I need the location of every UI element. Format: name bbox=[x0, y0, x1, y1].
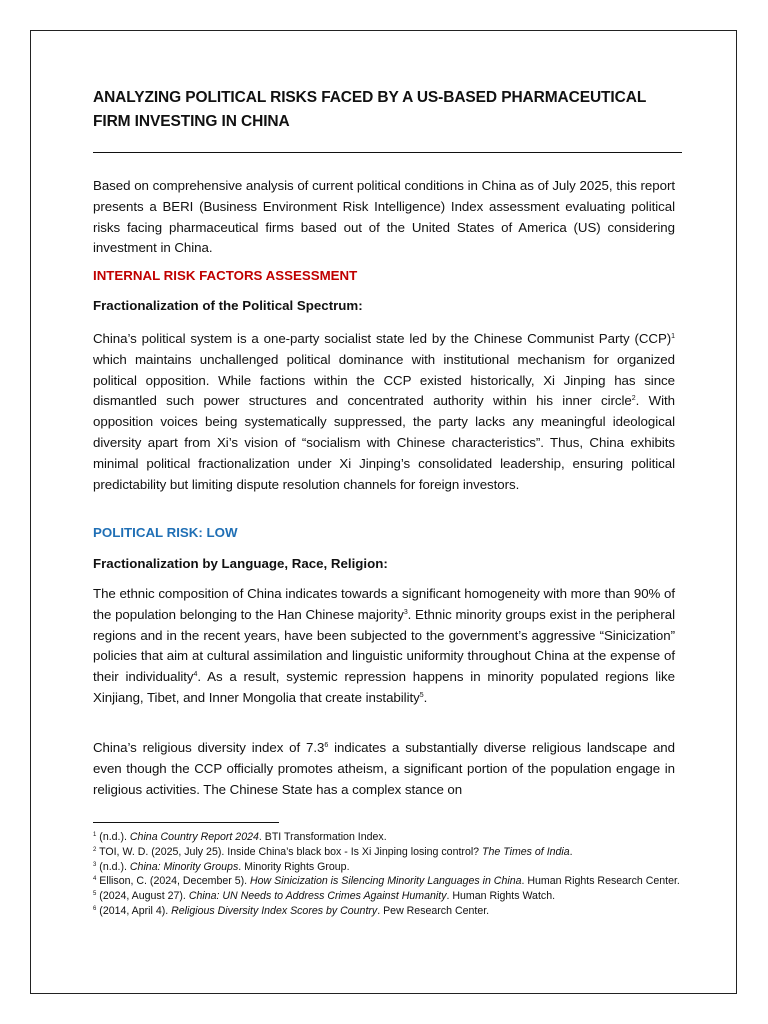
footnote-text: . Pew Research Center. bbox=[377, 904, 490, 917]
text-span: . bbox=[423, 689, 428, 705]
footnote-number: 5 bbox=[93, 891, 97, 898]
footnote-title: How Sinicization is Silencing Minority Languages in China bbox=[250, 875, 522, 888]
intro-block bbox=[93, 176, 675, 259]
text-span: The ethnic composition of China indicates towards a significant homogeneity with more than 90% of the population belonging to the Han Chinese majority bbox=[93, 586, 675, 622]
footnote-number: 6 bbox=[93, 905, 97, 912]
footnotes bbox=[93, 830, 685, 919]
text-span: China’s religious diversity index of 7.3 bbox=[93, 740, 325, 755]
footnote-ref: 3 bbox=[403, 608, 408, 616]
subsection-title: Fractionalization by Language, Race, Religion: bbox=[93, 556, 388, 571]
footnote-text: TOI, W. D. (2025, July 25). Inside China’s black box - Is Xi Jinping losing control? bbox=[96, 845, 483, 858]
section-heading bbox=[93, 266, 675, 286]
footnote-title: Religious Diversity Index Scores by Country bbox=[171, 904, 378, 917]
title-divider bbox=[93, 152, 682, 153]
footnote-text: . Minority Rights Group. bbox=[238, 860, 350, 873]
text-span: indicates a substantially diverse religious landscape and even though the CCP officially promotes atheism, a significant portion of the population engage in religious activities. The Chinese State has a complex stance on bbox=[93, 740, 675, 797]
subsection-title: Fractionalization of the Political Spectrum: bbox=[93, 298, 363, 313]
political-spectrum-paragraph bbox=[93, 329, 675, 495]
footnote-text: Ellison, C. (2024, December 5). bbox=[96, 875, 251, 888]
footnote-title: China Country Report 2024 bbox=[129, 831, 259, 843]
political-spectrum-body bbox=[93, 329, 675, 495]
footnote-text: . bbox=[569, 845, 573, 858]
footnote-item bbox=[93, 860, 685, 875]
ethnic-composition-body bbox=[93, 584, 675, 709]
footnote-ref: 2 bbox=[631, 395, 636, 403]
footnote-item bbox=[93, 904, 685, 919]
risk-level-block bbox=[93, 523, 675, 543]
footnote-item bbox=[93, 845, 685, 860]
text-span: which maintains unchallenged political dominance with institutional mechanism for organized political opposition. While factions within the CCP existed historically, Xi Jinping has since dismantled such power structures and concentrated authority within his inner circle bbox=[93, 351, 675, 409]
footnote-ref: 1 bbox=[671, 333, 675, 340]
footnote-text: (n.d.). bbox=[96, 831, 130, 843]
footnote-text: (2024, August 27). bbox=[96, 890, 189, 903]
footnote-text: . BTI Transformation Index. bbox=[258, 831, 387, 843]
political-risk-label: POLITICAL RISK: LOW bbox=[93, 525, 238, 540]
footnote-title: China: Minority Groups bbox=[129, 860, 239, 873]
footnote-item bbox=[93, 830, 685, 845]
footnote-item bbox=[93, 889, 685, 904]
footnote-number: 2 bbox=[93, 846, 97, 853]
text-span: . As a result, systemic repression happens in minority populated regions like Xinjiang, Tibet, and Inner Mongolia that create instability bbox=[93, 669, 675, 705]
ethnic-paragraph bbox=[93, 584, 675, 709]
text-span: China’s political system is a one-party socialist state led by the Chinese Communist Party (CCP) bbox=[93, 331, 672, 346]
footnote-number: 1 bbox=[93, 832, 97, 838]
footnote-ref: 5 bbox=[419, 691, 424, 699]
footnote-item bbox=[93, 874, 685, 889]
text-span: . With opposition voices being systematically suppressed, the party lacks any meaningful ideological diversity apart from Xi’s vision of “socialism with Chinese characteristics”. Thus, China exhibits minimal political fractionalization under Xi Jinping’s consolidated leadership, ensuring political predictability but limiting dispute resolution channels for foreign investors. bbox=[93, 393, 675, 492]
footnote-text: (2014, April 4). bbox=[96, 904, 172, 917]
footnote-ref: 4 bbox=[193, 671, 198, 679]
footnote-title: The Times of India bbox=[482, 845, 570, 858]
footnote-text: . Human Rights Watch. bbox=[446, 890, 556, 903]
footnote-number: 4 bbox=[93, 876, 97, 883]
footnote-title: China: UN Needs to Address Crimes Against Humanity bbox=[188, 890, 447, 903]
footnote-divider bbox=[93, 822, 279, 823]
subsection-language bbox=[93, 554, 675, 574]
religious-diversity-body bbox=[93, 738, 675, 800]
document-title: ANALYZING POLITICAL RISKS FACED BY A US-BASED PHARMACEUTICAL FIRM INVESTING IN CHINA bbox=[93, 89, 646, 130]
footnote-text: (n.d.). bbox=[96, 860, 130, 873]
intro-paragraph: Based on comprehensive analysis of current political conditions in China as of July 2025, this report presents a BERI (Business Environment Risk Intelligence) Index assessment evaluating political risks facing pharmaceutical firms based out of the United States of America (US) considering investment in China. bbox=[93, 178, 675, 256]
footnote-number: 3 bbox=[93, 861, 97, 868]
religion-paragraph bbox=[93, 738, 675, 800]
internal-risk-heading: INTERNAL RISK FACTORS ASSESSMENT bbox=[93, 268, 358, 283]
footnote-ref: 6 bbox=[324, 742, 329, 749]
subsection-political-spectrum bbox=[93, 296, 675, 316]
footnote-text: . Human Rights Research Center. bbox=[521, 875, 680, 888]
text-span: . Ethnic minority groups exist in the peripheral regions and in the recent years, have been subjected to the government’s aggressive “Sinicization” policies that aim at cultural assimilation and linguistic uniformity throughout China at the expense of their individuality bbox=[93, 606, 675, 685]
